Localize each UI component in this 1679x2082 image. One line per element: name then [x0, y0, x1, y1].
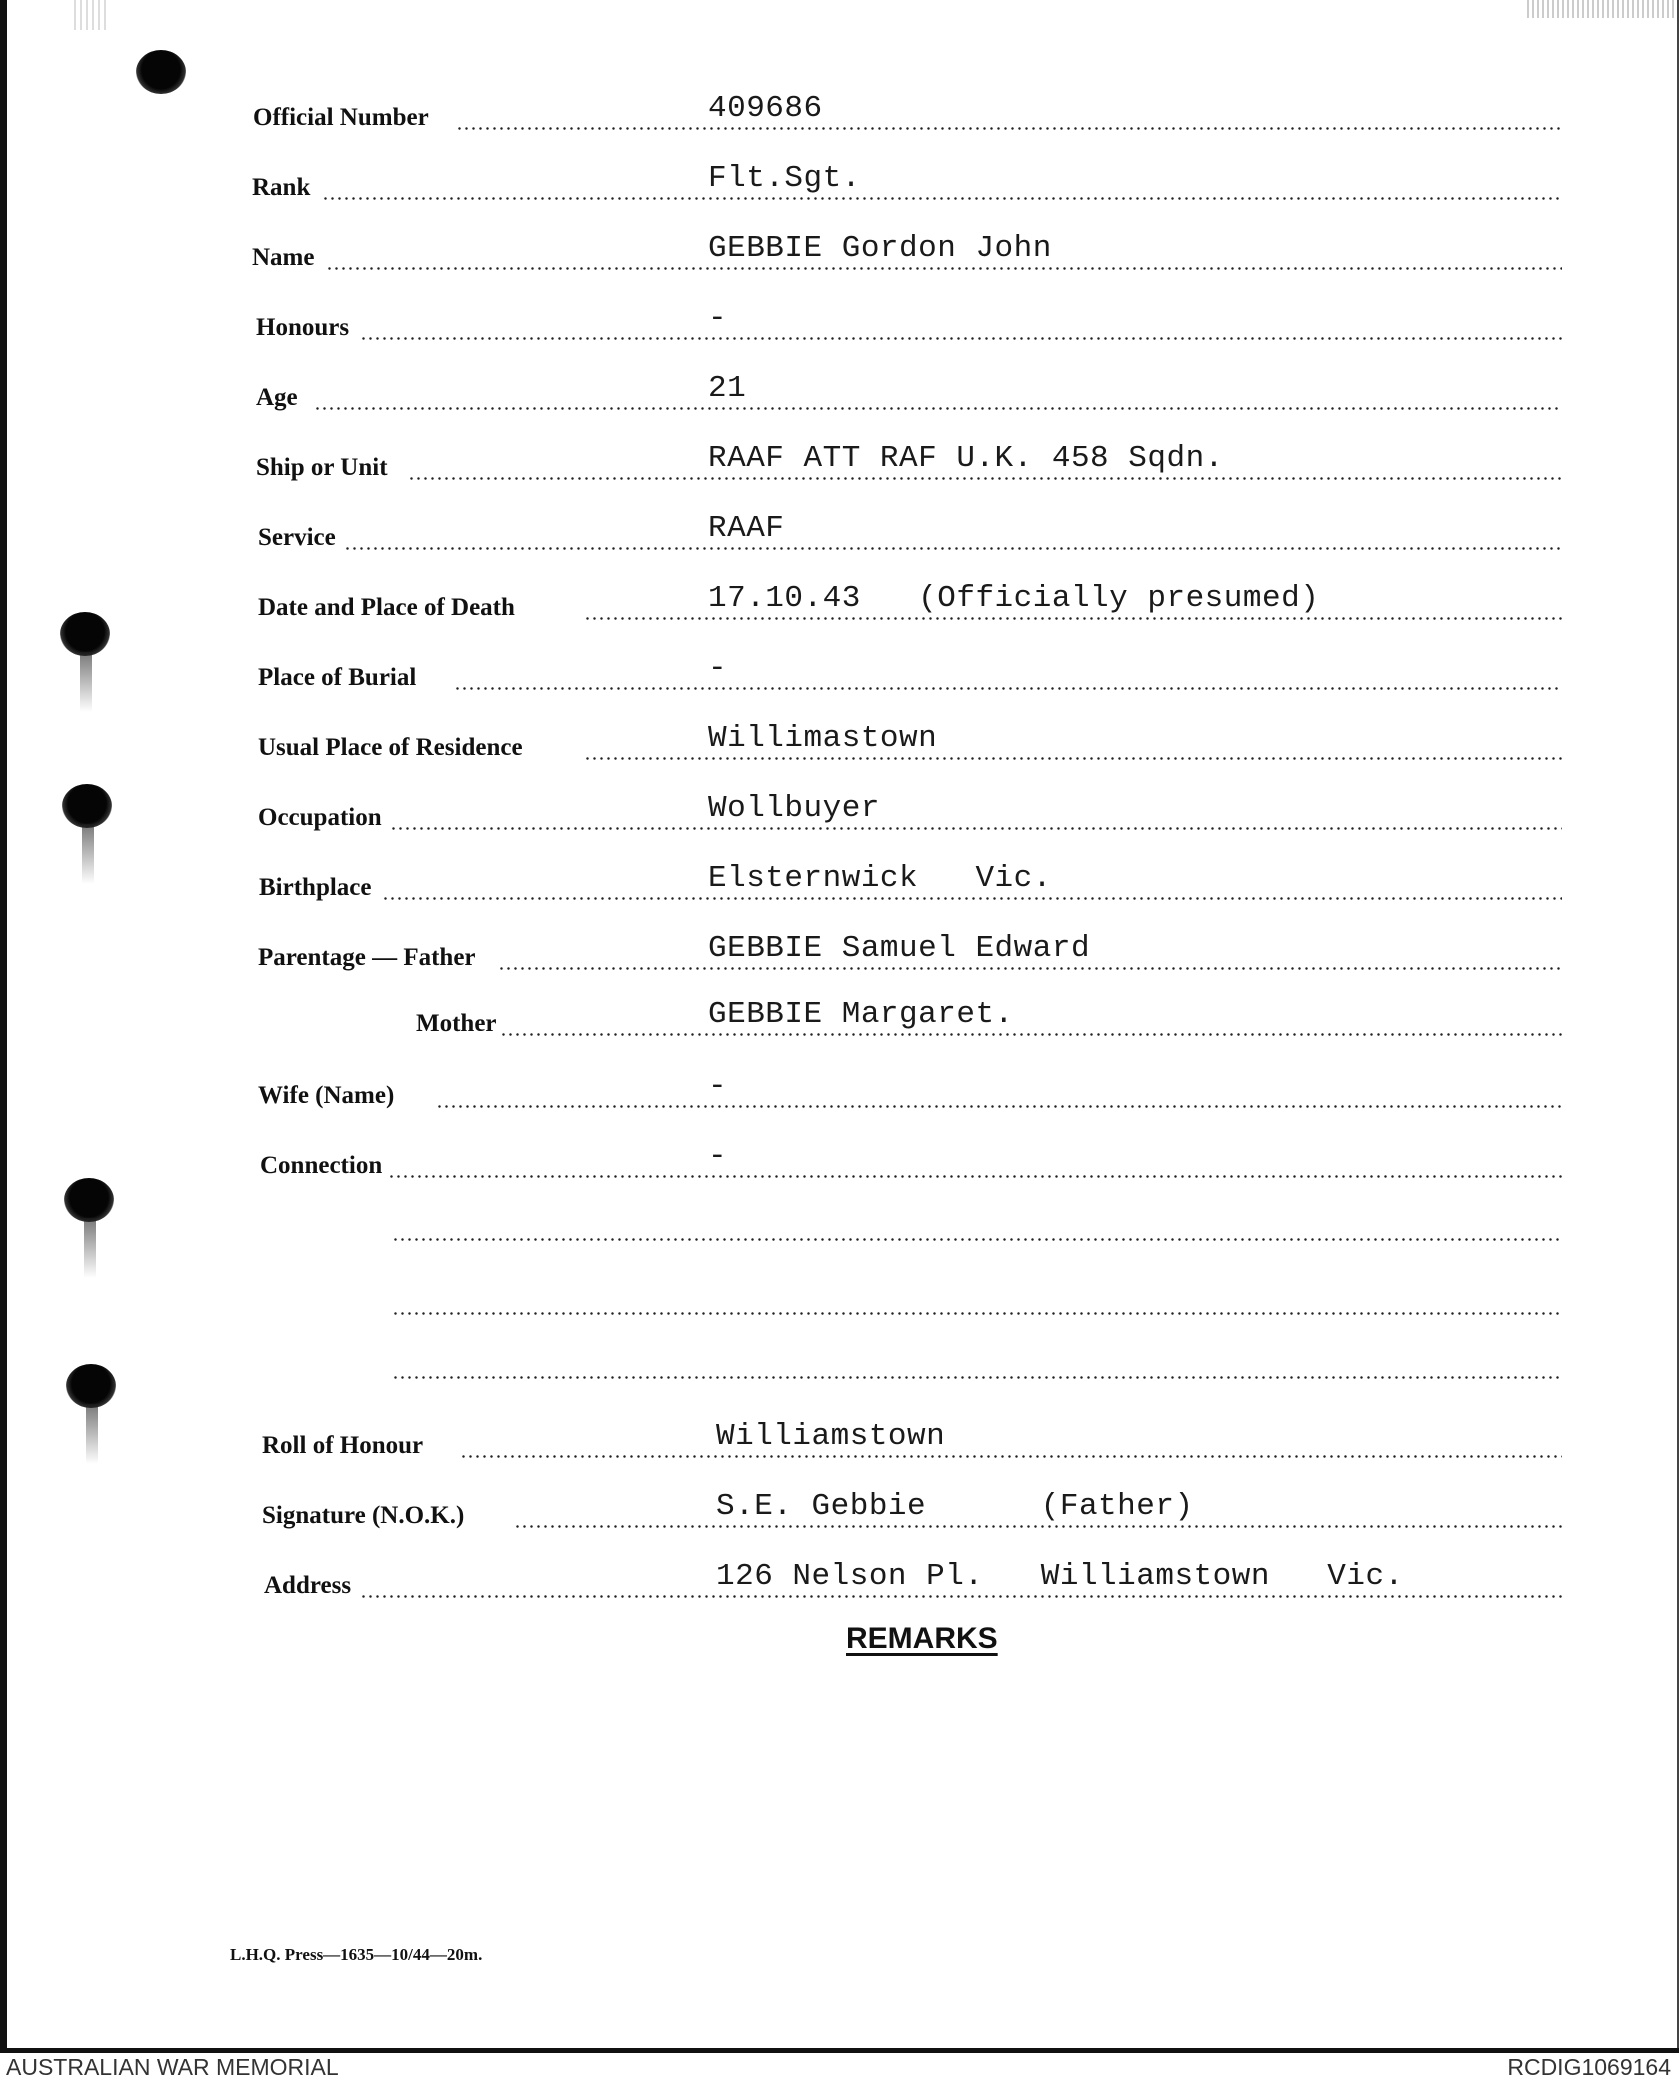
remarks-heading: REMARKS: [846, 1622, 998, 1655]
connection-blank-line: [392, 1376, 1562, 1379]
dotted-line: [500, 1033, 1562, 1036]
archive-credit: AUSTRALIAN WAR MEMORIAL: [6, 2054, 339, 2080]
row-occupation: [0, 780, 1679, 840]
date-place-death-label: Date and Place of Death: [258, 594, 515, 621]
dotted-line: [314, 407, 1562, 410]
dotted-line: [456, 127, 1562, 130]
row-usual-residence: [0, 710, 1679, 770]
connection-label: Connection: [260, 1152, 383, 1179]
mother-value: GEBBIE Margaret.: [708, 997, 1014, 1032]
honours-value: -: [708, 301, 728, 336]
roll-of-honour-value: Williamstown: [716, 1419, 946, 1454]
row-roll-of-honour: [0, 1408, 1679, 1468]
row-date-place-death: [0, 570, 1679, 630]
mother-label: Mother: [416, 1010, 497, 1037]
place-of-burial-label: Place of Burial: [258, 664, 417, 691]
service-value: RAAF: [708, 511, 785, 546]
scan-noise-top-left: [74, 0, 106, 30]
row-place-of-burial: [0, 640, 1679, 700]
official-number-label: Official Number: [253, 104, 429, 131]
age-value: 21: [708, 371, 747, 406]
page-bottom-edge: [0, 2048, 1679, 2053]
dotted-line: [360, 1595, 1562, 1598]
dotted-line: [322, 197, 1562, 200]
occupation-label: Occupation: [258, 804, 382, 831]
row-service: [0, 500, 1679, 560]
dotted-line: [344, 547, 1562, 550]
archive-id: RCDIG1069164: [1507, 2054, 1671, 2080]
date-place-death-value: 17.10.43 (Officially presumed): [708, 581, 1320, 616]
service-label: Service: [258, 524, 336, 551]
dotted-line: [584, 757, 1562, 760]
press-mark: L.H.Q. Press—1635—10/44—20m.: [230, 1945, 483, 1964]
scan-noise-top-right: [1527, 0, 1677, 18]
signature-label: Signature (N.O.K.): [262, 1502, 465, 1529]
name-value: GEBBIE Gordon John: [708, 231, 1052, 266]
row-wife: [0, 1058, 1679, 1118]
row-rank: [0, 150, 1679, 210]
place-of-burial-value: -: [708, 651, 728, 686]
wife-label: Wife (Name): [258, 1082, 395, 1109]
row-connection: [0, 1128, 1679, 1188]
father-label: Parentage — Father: [258, 944, 476, 971]
dotted-line: [436, 1105, 1562, 1108]
address-value: 126 Nelson Pl. Williamstown Vic.: [716, 1559, 1404, 1594]
dotted-line: [360, 337, 1562, 340]
dotted-line: [584, 617, 1562, 620]
dotted-line: [454, 687, 1562, 690]
ship-or-unit-label: Ship or Unit: [256, 454, 388, 481]
age-label: Age: [256, 384, 298, 411]
row-address: [0, 1548, 1679, 1608]
row-father: [0, 920, 1679, 980]
dotted-line: [460, 1455, 1562, 1458]
row-signature: [0, 1478, 1679, 1538]
row-honours: [0, 290, 1679, 350]
connection-blank-line: [392, 1312, 1562, 1315]
birthplace-value: Elsternwick Vic.: [708, 861, 1052, 896]
dotted-line: [498, 967, 1562, 970]
dotted-line: [388, 1175, 1562, 1178]
dotted-line: [390, 827, 1562, 830]
row-age: [0, 360, 1679, 420]
roll-of-honour-label: Roll of Honour: [262, 1432, 424, 1459]
row-name: [0, 220, 1679, 280]
ship-or-unit-value: RAAF ATT RAF U.K. 458 Sqdn.: [708, 441, 1224, 476]
dotted-line: [514, 1525, 1562, 1528]
rank-label: Rank: [252, 174, 311, 201]
rank-value: Flt.Sgt.: [708, 161, 861, 196]
punch-hole-icon: [66, 1364, 116, 1408]
occupation-value: Wollbuyer: [708, 791, 880, 826]
usual-residence-label: Usual Place of Residence: [258, 734, 523, 761]
name-label: Name: [252, 244, 315, 271]
row-birthplace: [0, 850, 1679, 910]
dotted-line: [408, 477, 1562, 480]
row-official-number: [0, 80, 1679, 140]
row-mother: [0, 986, 1679, 1046]
wife-value: -: [708, 1069, 728, 1104]
dotted-line: [382, 897, 1562, 900]
dotted-line: [326, 267, 1562, 270]
honours-label: Honours: [256, 314, 350, 341]
connection-value: -: [708, 1139, 728, 1174]
connection-blank-line: [392, 1238, 1562, 1241]
usual-residence-value: Willimastown: [708, 721, 938, 756]
father-value: GEBBIE Samuel Edward: [708, 931, 1091, 966]
address-label: Address: [264, 1572, 352, 1599]
signature-value: S.E. Gebbie (Father): [716, 1489, 1194, 1524]
row-ship-or-unit: [0, 430, 1679, 490]
official-number-value: 409686: [708, 91, 823, 126]
birthplace-label: Birthplace: [259, 874, 372, 901]
